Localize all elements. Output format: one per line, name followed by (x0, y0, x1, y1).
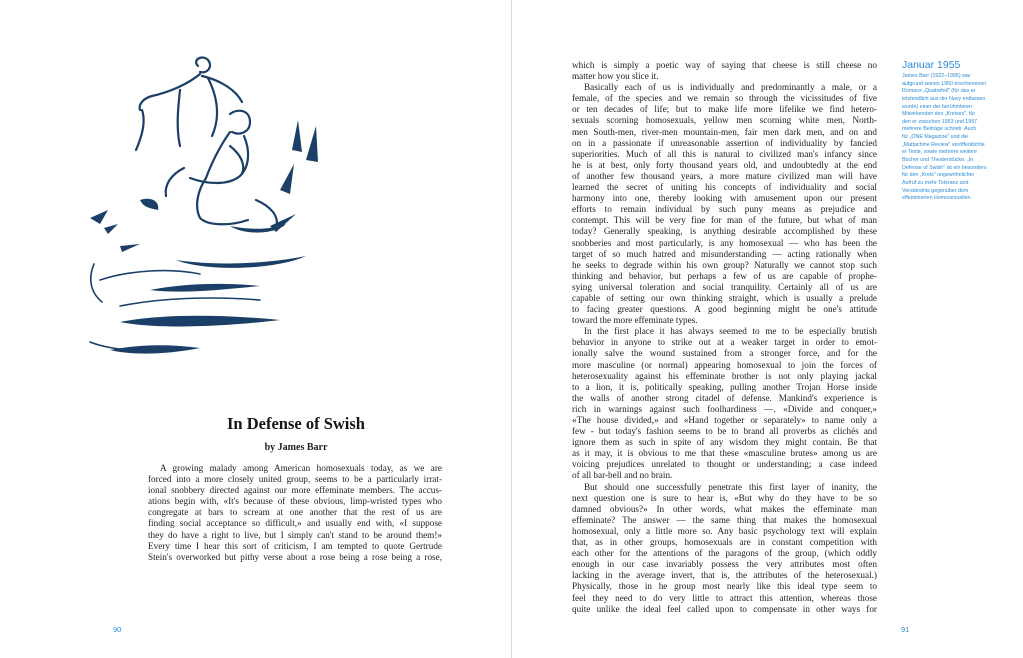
body-line: superiorities. Much of all this is natural to civilized man's infancy since (572, 148, 877, 159)
body-line: enough in our case invariably possess the very attributes most often (572, 559, 877, 570)
body-line: congregate at bars to scream at one another that the rest of us are (148, 507, 442, 518)
body-line: he seeks to degrade within his own group? Naturally we cannot stop such (572, 259, 877, 270)
body-line: forced into a more closely united group, seems to be a particularly irrat- (148, 474, 442, 485)
body-line: men South-men, river-men mountain-men, fair men dark men, and on and (572, 126, 877, 137)
sidebar-line: aufgrund seines 1950 erschienenen (902, 80, 987, 87)
body-line: matter how you slice it. (572, 71, 659, 82)
body-line: homosexual, only a little more so. Any basic psychology text will explain (572, 525, 877, 536)
body-line: ional snobbery directed against our more effeminate members. The accus- (148, 485, 442, 496)
sidebar-line: effeminierten Homosexuellen. (902, 195, 972, 202)
body-line: target of so much hatred and misunderstanding — acting rationally when (572, 248, 877, 259)
body-line: sying universal toleration and social tranquility. Certainly all of us are (572, 281, 877, 292)
page-gutter (511, 0, 512, 658)
body-line: to a lion, it is, politically speaking, pulling another Trojan Horse inside (572, 381, 877, 392)
sidebar-line: Mitwirkenden des „Kreises", für (902, 111, 976, 118)
body-line: today? Generally speaking, is anything desirable accomplished by these (572, 226, 877, 237)
body-line: Basically each of us is individually and predominantly a male, or a (584, 82, 877, 93)
body-line: heterosexuality against his effeminate brother is not only playing jackal (572, 370, 877, 381)
sidebar-line: für den „Kreis" ungewöhnlicher (902, 172, 975, 179)
body-line: each other for the attentions of the paragons of the group, (which oddly (572, 548, 877, 559)
body-line: damned obvious?» In other words, what makes the effeminate man (572, 503, 877, 514)
body-line: learned the secret of uniting his concepts of individuality and social (572, 182, 877, 193)
article-title: In Defense of Swish (227, 414, 365, 433)
body-line: Physically, those in he group most nearly like this ideal type seem to (572, 581, 877, 592)
body-line: snobberies and most particularly, is any homosexual — who has been the (572, 237, 877, 248)
sidebar-line: Verständnis gegenüber dem (902, 187, 969, 194)
sidebar-line: für „ONE Magazine" und die (902, 134, 969, 141)
body-line: or ten decades of life; but to make life more lifelike we find hetero- (572, 104, 877, 115)
body-line: efforts to remain individual by such puny means as prejudice and (572, 204, 877, 215)
sidebar-line: Bücher und Theaterstücke. „In (902, 157, 974, 164)
sidebar-line: Defense of Swish" ist ein besonders (902, 164, 987, 171)
body-line: on in a passionate if unreasonable assertion of individuality by fancied (572, 137, 877, 148)
body-line: quite unlike the ideal feel called upon to compensate in other ways for (572, 603, 877, 614)
body-line: But should one successfully penetrate this first layer of inanity, the (584, 481, 877, 492)
body-line: «The house divided,» and «Hand together or separately» to name only a (572, 415, 877, 425)
body-line: thinking and behavior, but perhaps a few of us are capable of prophe- (572, 270, 877, 281)
body-line: behavior in anyone to strike out at a weaker target in order to emot- (572, 337, 877, 348)
sidebar-line: er Texte, sowie mehrere weitere (902, 149, 977, 156)
body-line: few - but today's fashion seems to be to brand all proverbs as clichés and (572, 426, 877, 437)
sidebar-line: wurde) einer der berühmteren (902, 103, 973, 110)
body-line: as it may, it is obvious to me that these «masculine brutes» among us are (572, 448, 877, 459)
body-line: Stein's overworked but pithy verse about a rose being a rose being a rose, (148, 551, 442, 562)
body-line: ations begin with, «It's because of these obvious, limp-wristed types who (148, 496, 442, 507)
body-line: ionally salve the wound sustained from a stronger force, and for the (572, 348, 877, 359)
body-line: rich in warnings against such foolhardiness —. «Divide and conquer,» (572, 403, 877, 414)
body-line: feel they need to do very little to attract this attention, whereas those (572, 592, 877, 603)
body-line: contempt. This will be very fine for man of the future, but what of man (572, 215, 877, 226)
sidebar-line: letztendlich aus der Navy entlassen (902, 95, 986, 102)
body-line: next question one is sure to hear is, «But why do they have to be so (572, 492, 877, 503)
left-page-body (148, 463, 442, 563)
sidebar-line: Romans „Quatrefoil" (für das er (902, 88, 976, 95)
body-line: female, of the species and we remain so through the vicissitudes of five (572, 93, 877, 104)
body-line: the walls of another strong citadel of defense. Mankind's experience is (572, 392, 877, 403)
sidebar-note (902, 73, 1002, 203)
sidebar-line: James Barr (1922–1995) war (902, 73, 971, 79)
body-line: Every time I hear this sort of criticism, I am tempted to quote Gertrude (148, 540, 442, 551)
body-line: sexuals scorning homosexuals, yellow men scorning white men, North- (572, 115, 877, 126)
page-number-left: 90 (113, 625, 122, 634)
body-line: that, as in other groups, homosexuals are in constant competition with (572, 537, 877, 548)
body-line: lacking in the average invert, that is, the attributes of the heterosexual.) (572, 570, 877, 581)
page-number-right: 91 (901, 625, 910, 634)
body-line: he is at best, only forty thousand years old, and undoubtedly at the end (572, 159, 877, 170)
body-line: of all bar-bell and no brain. (572, 470, 673, 481)
body-line: which is simply a poetic way of saying that cheese is still cheese no (572, 60, 877, 70)
body-line: In the first place it has always seemed to me to be especially brutish (584, 326, 877, 337)
sidebar-line: „Mattachine Review" veröffentlichte (902, 141, 985, 148)
body-line: harmony into one, thereby looking with amusement upon our present (572, 193, 877, 204)
body-line: toward the more effeminate types. (572, 315, 698, 326)
body-line: finding social acceptance so difficult,» and usually end with, «I suppose (148, 518, 442, 529)
body-line: they do have a right to live, but I simply can't stand to be around them!» (148, 529, 442, 540)
right-page-body (572, 60, 877, 615)
sidebar-line: mehrere Beiträge schrieb. Auch (902, 126, 977, 133)
body-line: ignore them as such in spite of any wisdom they might contain. Be that (572, 437, 877, 448)
illustration (80, 50, 365, 370)
body-line: capable of setting our own thinking straight, which is usually a prelude (572, 292, 877, 303)
sidebar-line: den er zwischen 1953 und 1957 (902, 118, 978, 125)
body-line: effeminate? The answer — the same thing that makes the homosexual (572, 514, 877, 525)
sidebar-heading: Januar 1955 (902, 59, 961, 71)
body-line: more masculine (or normal) appearing homosexual to join the forces of (572, 359, 877, 370)
sidebar-line: Aufruf zu mehr Toleranz und (902, 179, 969, 186)
body-line: voicing prejudices unrelated to thought or understanding; a case indeed (572, 459, 877, 470)
body-line: A growing malady among American homosexuals today, as we are (160, 463, 442, 473)
body-line: of another few thousand years, a more mature civilized man will have (572, 170, 877, 181)
body-line: to facing greater questions. A good beginning might be one's attitude (572, 304, 877, 315)
article-byline: by James Barr (264, 442, 328, 453)
